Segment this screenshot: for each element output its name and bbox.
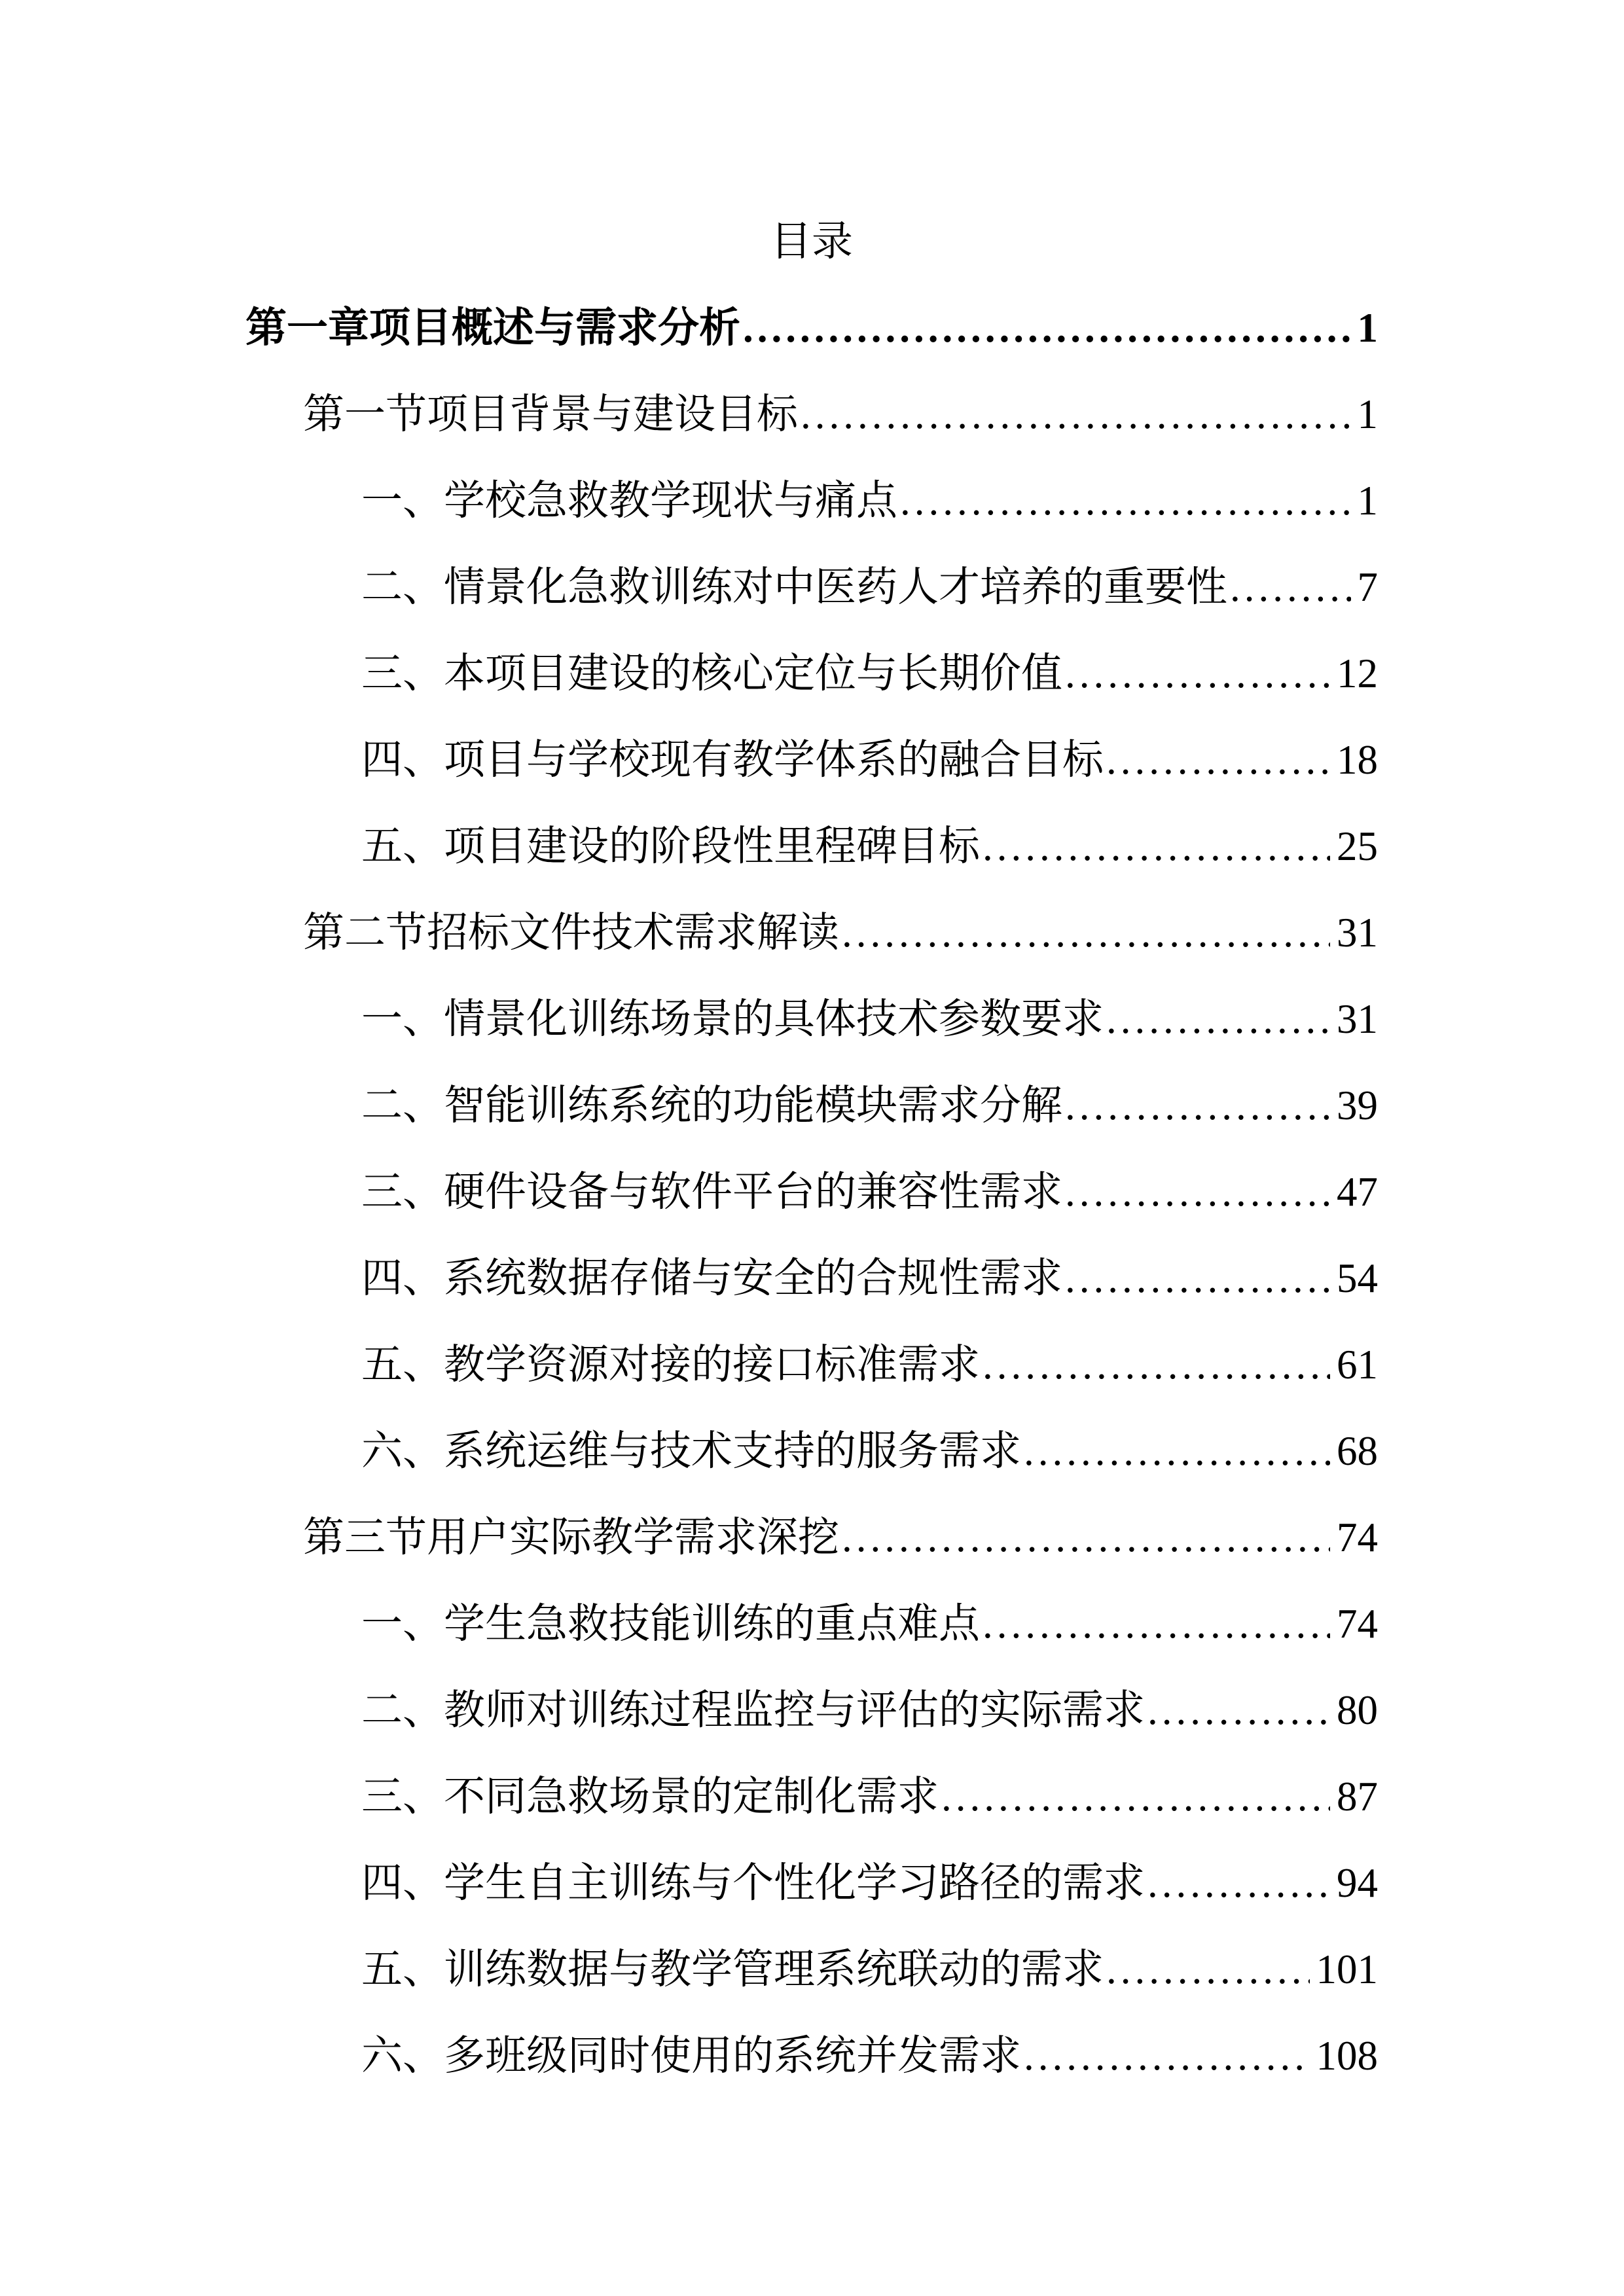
dot-leader <box>1147 1840 1330 1926</box>
toc-entry-label: 第一节项目背景与建设目标 <box>303 391 798 437</box>
toc-entry-label: 二、教师对训练过程监控与评估的实际需求 <box>361 1687 1145 1733</box>
dot-leader <box>1230 544 1351 630</box>
dot-leader <box>1024 2013 1310 2099</box>
toc-entry-page: 94 <box>1337 1860 1378 1906</box>
toc-entry-section-1-2[interactable] <box>245 889 1378 976</box>
toc-entry-page: 25 <box>1337 823 1378 869</box>
toc-entry-page: 12 <box>1337 651 1378 696</box>
toc-entry-label: 五、教学资源对接的接口标准需求 <box>361 1342 980 1388</box>
toc-entry-label: 四、学生自主训练与个性化学习路径的需求 <box>361 1860 1145 1906</box>
dot-leader <box>983 803 1330 889</box>
toc-entry-label: 第一章项目概述与需求分析 <box>245 305 740 351</box>
toc-entry-page: 80 <box>1337 1687 1378 1733</box>
dot-leader <box>941 1753 1330 1840</box>
dot-leader <box>983 1581 1330 1667</box>
toc-entry-page: 54 <box>1337 1255 1378 1301</box>
dot-leader <box>1147 1667 1330 1753</box>
toc-entry-page: 1 <box>1357 391 1378 437</box>
dot-leader <box>1065 1062 1330 1149</box>
toc-entry-item[interactable] <box>245 1408 1378 1494</box>
toc-entry-item[interactable] <box>245 2013 1378 2099</box>
toc-entry-page: 7 <box>1357 564 1378 610</box>
toc-entry-page: 18 <box>1337 737 1378 783</box>
toc-entry-label: 一、学校急救教学现状与痛点 <box>361 478 897 524</box>
toc-entry-item[interactable] <box>245 1149 1378 1235</box>
toc-entry-label: 三、不同急救场景的定制化需求 <box>361 1774 939 1820</box>
toc-title-row <box>245 198 1378 285</box>
toc-entry-label: 一、情景化训练场景的具体技术参数要求 <box>361 996 1104 1042</box>
toc-entry-label: 六、系统运维与技术支持的服务需求 <box>361 1428 1021 1474</box>
toc-entry-page: 68 <box>1337 1428 1378 1474</box>
dot-leader <box>900 457 1351 544</box>
toc-entry-label: 四、项目与学校现有教学体系的融合目标 <box>361 737 1104 783</box>
toc-entry-label: 三、硬件设备与软件平台的兼容性需求 <box>361 1169 1062 1215</box>
dot-leader <box>842 889 1330 976</box>
dot-leader <box>1024 1408 1330 1494</box>
toc-entry-section-1-1[interactable] <box>245 371 1378 457</box>
toc-entry-page: 39 <box>1337 1083 1378 1128</box>
toc-entry-page: 31 <box>1337 996 1378 1042</box>
toc-entry-page: 74 <box>1337 1515 1378 1560</box>
dot-leader <box>743 285 1351 371</box>
toc-entry-item[interactable] <box>245 457 1378 544</box>
toc-entry-item[interactable] <box>245 1581 1378 1667</box>
toc-entry-label: 第二节招标文件技术需求解读 <box>303 910 839 956</box>
dot-leader <box>1065 1235 1330 1321</box>
dot-leader <box>1106 1926 1310 2013</box>
dot-leader <box>842 1494 1330 1581</box>
toc-entry-item[interactable] <box>245 717 1378 803</box>
toc-entry-label: 五、训练数据与教学管理系统联动的需求 <box>361 1946 1104 1992</box>
toc-entry-item[interactable] <box>245 1321 1378 1408</box>
toc-entry-page: 47 <box>1337 1169 1378 1215</box>
toc-entry-label: 五、项目建设的阶段性里程碑目标 <box>361 823 980 869</box>
toc-entry-label: 二、情景化急救训练对中医药人才培养的重要性 <box>361 564 1227 610</box>
toc-entry-page: 31 <box>1337 910 1378 956</box>
dot-leader <box>983 1321 1330 1408</box>
toc-entry-label: 四、系统数据存储与安全的合规性需求 <box>361 1255 1062 1301</box>
toc-entry-item[interactable] <box>245 544 1378 630</box>
toc-entry-item[interactable] <box>245 1926 1378 2013</box>
toc-entry-page: 61 <box>1337 1342 1378 1388</box>
toc-entry-page: 101 <box>1316 1946 1378 1992</box>
toc-entry-page: 1 <box>1357 305 1378 351</box>
toc-entry-item[interactable] <box>245 1840 1378 1926</box>
toc-entry-item[interactable] <box>245 1235 1378 1321</box>
dot-leader <box>1106 717 1330 803</box>
toc-entry-page: 1 <box>1357 478 1378 524</box>
toc-entry-page: 108 <box>1316 2033 1378 2079</box>
dot-leader <box>801 371 1351 457</box>
toc-entry-label: 三、本项目建设的核心定位与长期价值 <box>361 651 1062 696</box>
toc-entry-page: 87 <box>1337 1774 1378 1820</box>
toc-entry-label: 二、智能训练系统的功能模块需求分解 <box>361 1083 1062 1128</box>
toc-entry-item[interactable] <box>245 1753 1378 1840</box>
dot-leader <box>1106 976 1330 1062</box>
toc-entry-chapter-1[interactable] <box>245 285 1378 371</box>
toc-entry-item[interactable] <box>245 1667 1378 1753</box>
toc-entry-label: 第三节用户实际教学需求深挖 <box>303 1515 839 1560</box>
dot-leader <box>1065 1149 1330 1235</box>
toc-entry-item[interactable] <box>245 803 1378 889</box>
dot-leader <box>1065 630 1330 717</box>
toc-entry-item[interactable] <box>245 1062 1378 1149</box>
toc-entry-item[interactable] <box>245 976 1378 1062</box>
page-title: 目录 <box>770 219 853 264</box>
toc-entry-item[interactable] <box>245 630 1378 717</box>
toc-entry-page: 74 <box>1337 1601 1378 1647</box>
toc-entry-label: 六、多班级同时使用的系统并发需求 <box>361 2033 1021 2079</box>
toc-entry-section-1-3[interactable] <box>245 1494 1378 1581</box>
toc-entry-label: 一、学生急救技能训练的重点难点 <box>361 1601 980 1647</box>
